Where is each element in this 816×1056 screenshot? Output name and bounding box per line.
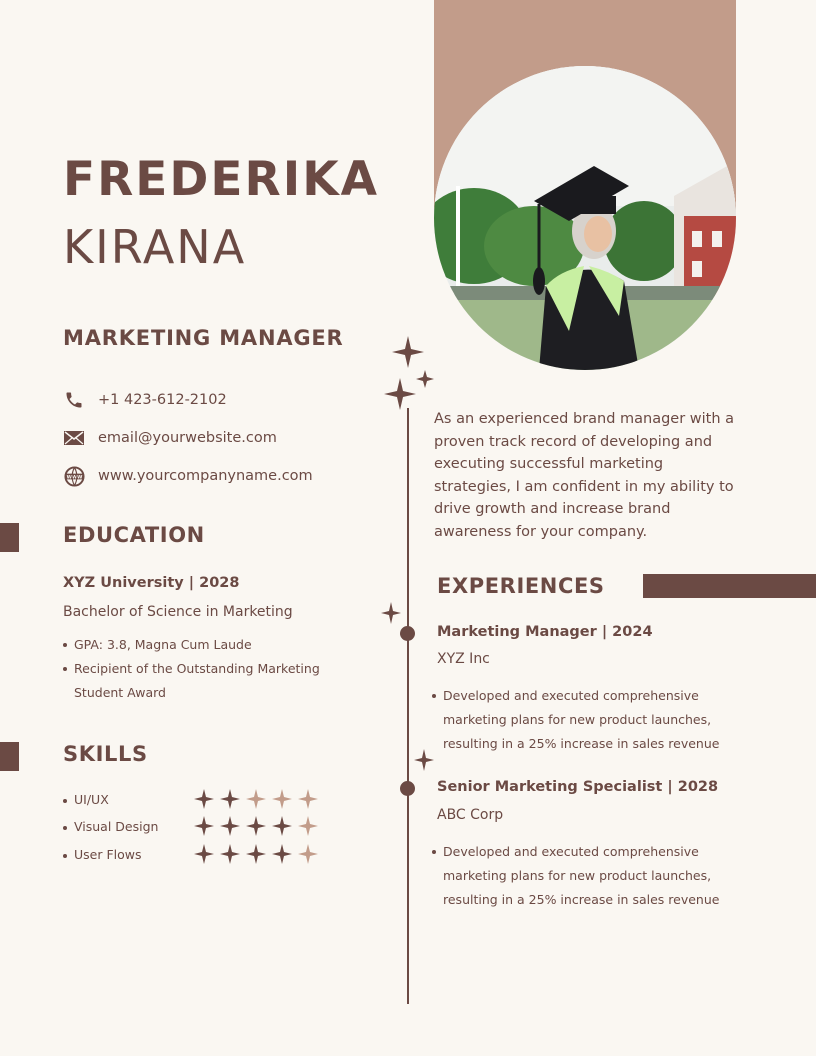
experience-company: ABC Corp	[437, 807, 504, 823]
profile-summary: As an experienced brand manager with a proven track record of developing and executing successful marketing strategies, I am confident in my ability to drive growth and increase brand awareness for your company.	[434, 411, 735, 540]
star-filled-icon	[219, 788, 241, 810]
phone-icon	[63, 389, 85, 411]
skill-label: Visual Design	[63, 819, 193, 834]
star-filled-icon	[271, 815, 293, 837]
star-filled-icon	[193, 843, 215, 865]
list-item: Developed and executed comprehensive marketing plans for new product launches, resulting in a 25% increase in sales revenue	[432, 684, 732, 756]
star-empty-icon	[297, 843, 319, 865]
website-url: www.yourcompanyname.com	[98, 468, 313, 484]
email-address: email@yourwebsite.com	[98, 430, 277, 446]
skill-label: User Flows	[63, 847, 193, 862]
sparkle-icon	[384, 334, 444, 412]
timeline-line	[407, 408, 409, 1004]
experience-title: Marketing Manager | 2024	[437, 624, 653, 640]
list-item: Developed and executed comprehensive marketing plans for new product launches, resulting in a 25% increase in sales revenue	[432, 840, 732, 912]
experience-bullets	[432, 684, 732, 756]
education-marker	[0, 523, 19, 552]
star-empty-icon	[245, 788, 267, 810]
skill-rating	[193, 843, 323, 865]
experience-company: XYZ Inc	[437, 651, 490, 667]
skill-row	[63, 842, 323, 866]
education-heading: EDUCATION	[63, 523, 205, 547]
first-name: FREDERIKA	[63, 152, 379, 207]
education-school: XYZ University | 2028	[63, 575, 240, 591]
experiences-heading: EXPERIENCES	[437, 574, 605, 598]
star-empty-icon	[271, 788, 293, 810]
timeline-dot	[400, 781, 415, 796]
education-degree: Bachelor of Science in Marketing	[63, 604, 293, 620]
timeline-dot	[400, 626, 415, 641]
last-name: KIRANA	[63, 220, 247, 274]
graduate-photo-illustration	[434, 66, 736, 370]
experience-bullets	[432, 840, 732, 912]
star-filled-icon	[245, 843, 267, 865]
skill-row	[63, 814, 323, 838]
star-filled-icon	[245, 815, 267, 837]
skills-heading: SKILLS	[63, 742, 148, 766]
star-empty-icon	[297, 815, 319, 837]
phone-number: +1 423-612-2102	[98, 392, 227, 408]
sparkle-icon	[380, 601, 402, 625]
list-item: GPA: 3.8, Magna Cum Laude	[63, 633, 343, 657]
profile-photo	[434, 66, 736, 370]
skill-rating	[193, 788, 323, 810]
star-filled-icon	[219, 843, 241, 865]
job-title: MARKETING MANAGER	[63, 326, 344, 350]
star-filled-icon	[271, 843, 293, 865]
globe-icon	[63, 465, 85, 487]
education-bullets	[63, 633, 343, 705]
star-filled-icon	[193, 815, 215, 837]
star-filled-icon	[219, 815, 241, 837]
skill-row	[63, 787, 323, 811]
skills-marker	[0, 742, 19, 771]
experience-title: Senior Marketing Specialist | 2028	[437, 779, 719, 795]
contact-website	[63, 465, 313, 487]
contact-phone	[63, 389, 227, 411]
star-empty-icon	[297, 788, 319, 810]
experiences-bar	[643, 574, 816, 598]
star-filled-icon	[193, 788, 215, 810]
svg-text:WWW: WWW	[66, 474, 82, 480]
skill-label: UI/UX	[63, 792, 193, 807]
list-item: Recipient of the Outstanding Marketing Student Award	[63, 657, 343, 705]
contact-email	[63, 427, 277, 449]
skill-rating	[193, 815, 323, 837]
mail-icon	[63, 427, 85, 449]
